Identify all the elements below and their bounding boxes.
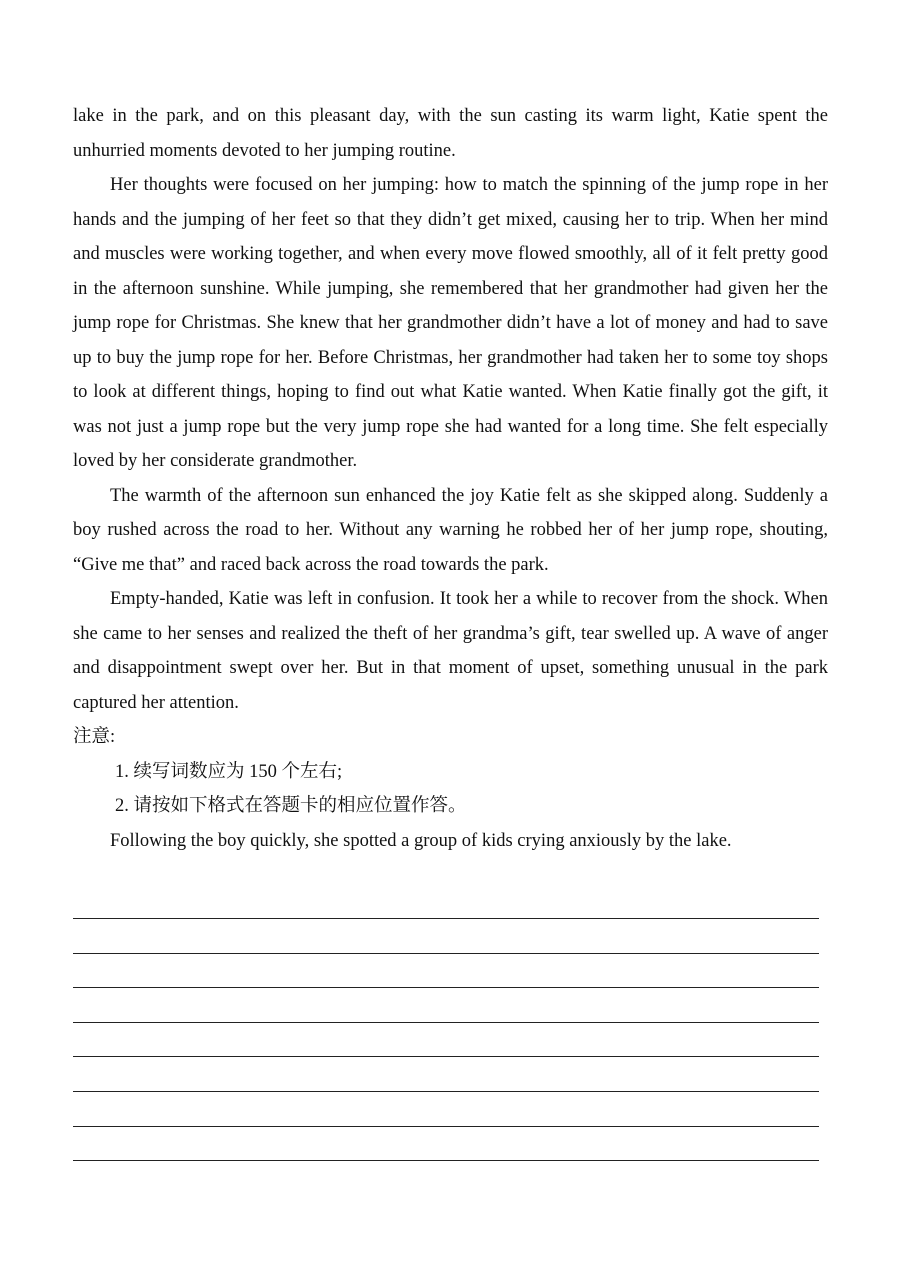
note-item-1: 1. 续写词数应为 150 个左右;: [115, 761, 343, 782]
answer-line: [73, 1091, 819, 1092]
answer-line: [73, 987, 819, 988]
notes-heading: 注意:: [73, 727, 116, 747]
paragraph-1: lake in the park, and on this pleasant day, with the sun casting its warm light, Katie spent the unhurried moments devoted to her jumping routine.: [73, 106, 828, 161]
note-item-2: 2. 请按如下格式在答题卡的相应位置作答。: [115, 796, 467, 816]
answer-lines: [73, 918, 819, 1195]
answer-line: [73, 953, 819, 954]
answer-line: [73, 1022, 819, 1023]
paragraph-4: Empty-handed, Katie was left in confusion. It took her a while to recover from the shock. When she came to her senses and realized the theft of her grandma’s gift, tear swelled up. A wave of anger and disappointment swept over her. But in that moment of upset, something unusual in the park captured her attention.: [73, 589, 828, 713]
answer-line: [73, 1056, 819, 1057]
answer-line: [73, 1126, 819, 1127]
prompt-sentence: Following the boy quickly, she spotted a group of kids crying anxiously by the lake.: [110, 830, 732, 851]
paragraph-3: The warmth of the afternoon sun enhanced the joy Katie felt as she skipped along. Suddenly a boy rushed across the road to her. Without any warning he robbed her of her jump rope, shouting, “Give me that” and raced back across the road towards the park.: [73, 485, 828, 575]
answer-line: [73, 918, 819, 919]
passage-text: [73, 99, 828, 858]
paragraph-2: Her thoughts were focused on her jumping: how to match the spinning of the jump rope in her hands and the jumping of her feet so that they didn’t get mixed, causing her to trip. When her mind and muscles were working together, and when every move flowed smoothly, all of it felt pretty good in the afternoon sunshine. While jumping, she remembered that her grandmother had given her the jump rope for Christmas. She knew that her grandmother didn’t have a lot of money and had to save up to buy the jump rope for her. Before Christmas, her grandmother had taken her to some toy shops to look at different things, hoping to find out what Katie wanted. When Katie finally got the gift, it was not just a jump rope but the very jump rope she had wanted for a long time. She felt especially loved by her considerate grandmother.: [73, 175, 828, 471]
answer-line: [73, 1160, 819, 1161]
